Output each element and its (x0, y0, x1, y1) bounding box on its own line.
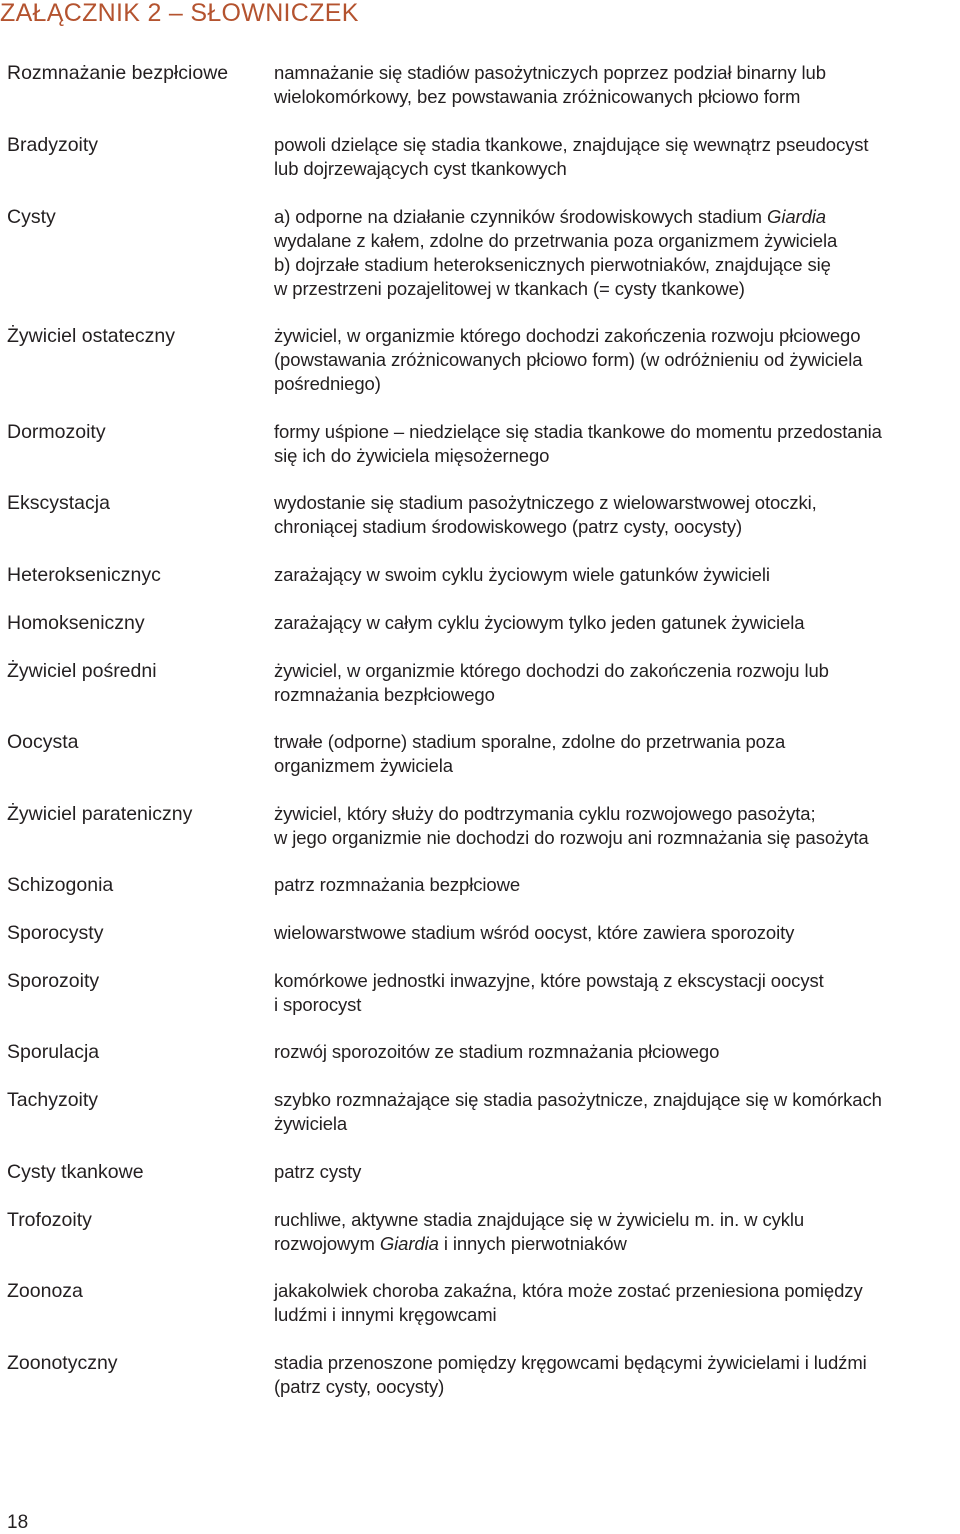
glossary-term: Oocysta (7, 731, 79, 753)
definition-line: trwałe (odporne) stadium sporalne, zdolne do przetrwania poza (274, 731, 786, 752)
definition-line: szybko rozmnażające się stadia pasożytnicze, znajdujące się w komórkach (274, 1089, 882, 1110)
definition-text: rozwojowym (274, 1233, 375, 1254)
glossary-definition (274, 1160, 960, 1184)
glossary-definition (274, 1040, 960, 1064)
definition-line: wydostanie się stadium pasożytniczego z wielowarstwowej otoczki, (274, 492, 817, 513)
definition-line: b) dojrzałe stadium heteroksenicznych pierwotniaków, znajdujące się (274, 254, 831, 275)
glossary-definition (274, 324, 960, 396)
page-title: ZAŁĄCZNIK 2 – SŁOWNICZEK (0, 0, 359, 27)
definition-line: rozwój sporozoitów ze stadium rozmnażania płciowego (274, 1041, 720, 1062)
glossary-term: Zoonoza (7, 1280, 83, 1302)
glossary-term: Dormozoity (7, 421, 106, 443)
glossary-definition (274, 1279, 960, 1327)
definition-line: wielowarstwowe stadium wśród oocyst, które zawiera sporozoity (274, 922, 795, 943)
glossary-definition (274, 205, 960, 301)
definition-line: namnażanie się stadiów pasożytniczych poprzez podział binarny lub (274, 62, 826, 83)
glossary-definition (274, 61, 960, 109)
definition-line (274, 1232, 960, 1256)
definition-line: (patrz cysty, oocysty) (274, 1376, 445, 1397)
glossary-term: Homokseniczny (7, 612, 145, 634)
glossary-definition (274, 563, 960, 587)
definition-line: ruchliwe, aktywne stadia znajdujące się w żywicielu m. in. w cyklu (274, 1209, 805, 1230)
glossary-term: Ekscystacja (7, 492, 110, 514)
glossary-definition (274, 802, 960, 850)
definition-line (274, 205, 960, 229)
definition-text: i innych pierwotniaków (443, 1233, 627, 1254)
definition-line: organizmem żywiciela (274, 755, 453, 776)
glossary-term: Cysty tkankowe (7, 1161, 144, 1183)
page-number: 18 (7, 1512, 29, 1533)
definition-line: jakakolwiek choroba zakaźna, która może zostać przeniesiona pomiędzy (274, 1280, 863, 1301)
definition-line: lub dojrzewających cyst tkankowych (274, 158, 567, 179)
glossary-definition (274, 133, 960, 181)
glossary-term: Żywiciel parateniczny (7, 803, 193, 825)
definition-line: chroniącej stadium środowiskowego (patrz cysty, oocysty) (274, 516, 743, 537)
definition-line: żywiciel, który służy do podtrzymania cyklu rozwojowego pasożyta; (274, 803, 816, 824)
glossary-term: Sporulacja (7, 1041, 100, 1063)
definition-line: żywiciela (274, 1113, 348, 1134)
definition-line: i sporocyst (274, 994, 362, 1015)
glossary-term: Sporozoity (7, 970, 100, 992)
glossary-term: Bradyzoity (7, 134, 99, 156)
glossary-term: Zoonotyczny (7, 1352, 118, 1374)
glossary-definition (274, 969, 960, 1017)
definition-line: zarażający w swoim cyklu życiowym wiele gatunków żywicieli (274, 564, 770, 585)
definition-line: wielokomórkowy, bez powstawania zróżnicowanych płciowo form (274, 86, 801, 107)
glossary-definition (274, 1208, 960, 1256)
definition-line: komórkowe jednostki inwazyjne, które powstają z ekscystacji oocyst (274, 970, 824, 991)
glossary-term: Sporocysty (7, 922, 104, 944)
glossary-definition (274, 611, 960, 635)
definition-line: zarażający w całym cyklu życiowym tylko jeden gatunek żywiciela (274, 612, 805, 633)
italic-term: Giardia (767, 206, 826, 227)
definition-line: ludźmi i innymi kręgowcami (274, 1304, 497, 1325)
definition-line: stadia przenoszone pomiędzy kręgowcami będącymi żywicielami i ludźmi (274, 1352, 867, 1373)
definition-line: patrz rozmnażania bezpłciowe (274, 874, 521, 895)
definition-line: patrz cysty (274, 1161, 362, 1182)
definition-line: powoli dzielące się stadia tkankowe, znajdujące się wewnątrz pseudocyst (274, 134, 869, 155)
definition-text: a) odporne na działanie czynników środowiskowych stadium (274, 206, 762, 227)
definition-line: pośredniego) (274, 373, 381, 394)
definition-line: żywiciel, w organizmie którego dochodzi do zakończenia rozwoju lub (274, 660, 829, 681)
glossary-term: Heteroksenicznyc (7, 564, 161, 586)
glossary-term: Rozmnażanie bezpłciowe (7, 62, 229, 84)
italic-term: Giardia (379, 1233, 439, 1254)
glossary-term: Żywiciel pośredni (7, 660, 157, 682)
glossary-term: Trofozoity (7, 1209, 92, 1231)
glossary-definition (274, 420, 960, 468)
glossary-definition (274, 730, 960, 778)
definition-line: rozmnażania bezpłciowego (274, 684, 495, 705)
definition-line: (powstawania zróżnicowanych płciowo form) (w odróżnieniu od żywiciela (274, 349, 863, 370)
definition-line: żywiciel, w organizmie którego dochodzi zakończenia rozwoju płciowego (274, 325, 861, 346)
definition-line: formy uśpione – niedzielące się stadia tkankowe do momentu przedostania (274, 421, 882, 442)
definition-line: w przestrzeni pozajelitowej w tkankach (= cysty tkankowe) (274, 278, 745, 299)
glossary-term: Schizogonia (7, 874, 114, 896)
definition-line: się ich do żywiciela mięsożernego (274, 445, 550, 466)
glossary-term: Żywiciel ostateczny (7, 325, 175, 347)
glossary-term: Tachyzoity (7, 1089, 99, 1111)
glossary-term: Cysty (7, 206, 56, 228)
glossary-definition (274, 1088, 960, 1136)
glossary-definition (274, 873, 960, 897)
glossary-definition (274, 1351, 960, 1399)
glossary-definition (274, 491, 960, 539)
glossary-definition (274, 659, 960, 707)
definition-line: wydalane z kałem, zdolne do przetrwania poza organizmem żywiciela (274, 230, 838, 251)
glossary-definition (274, 921, 960, 945)
definition-line: w jego organizmie nie dochodzi do rozwoju ani rozmnażania się pasożyta (274, 827, 869, 848)
